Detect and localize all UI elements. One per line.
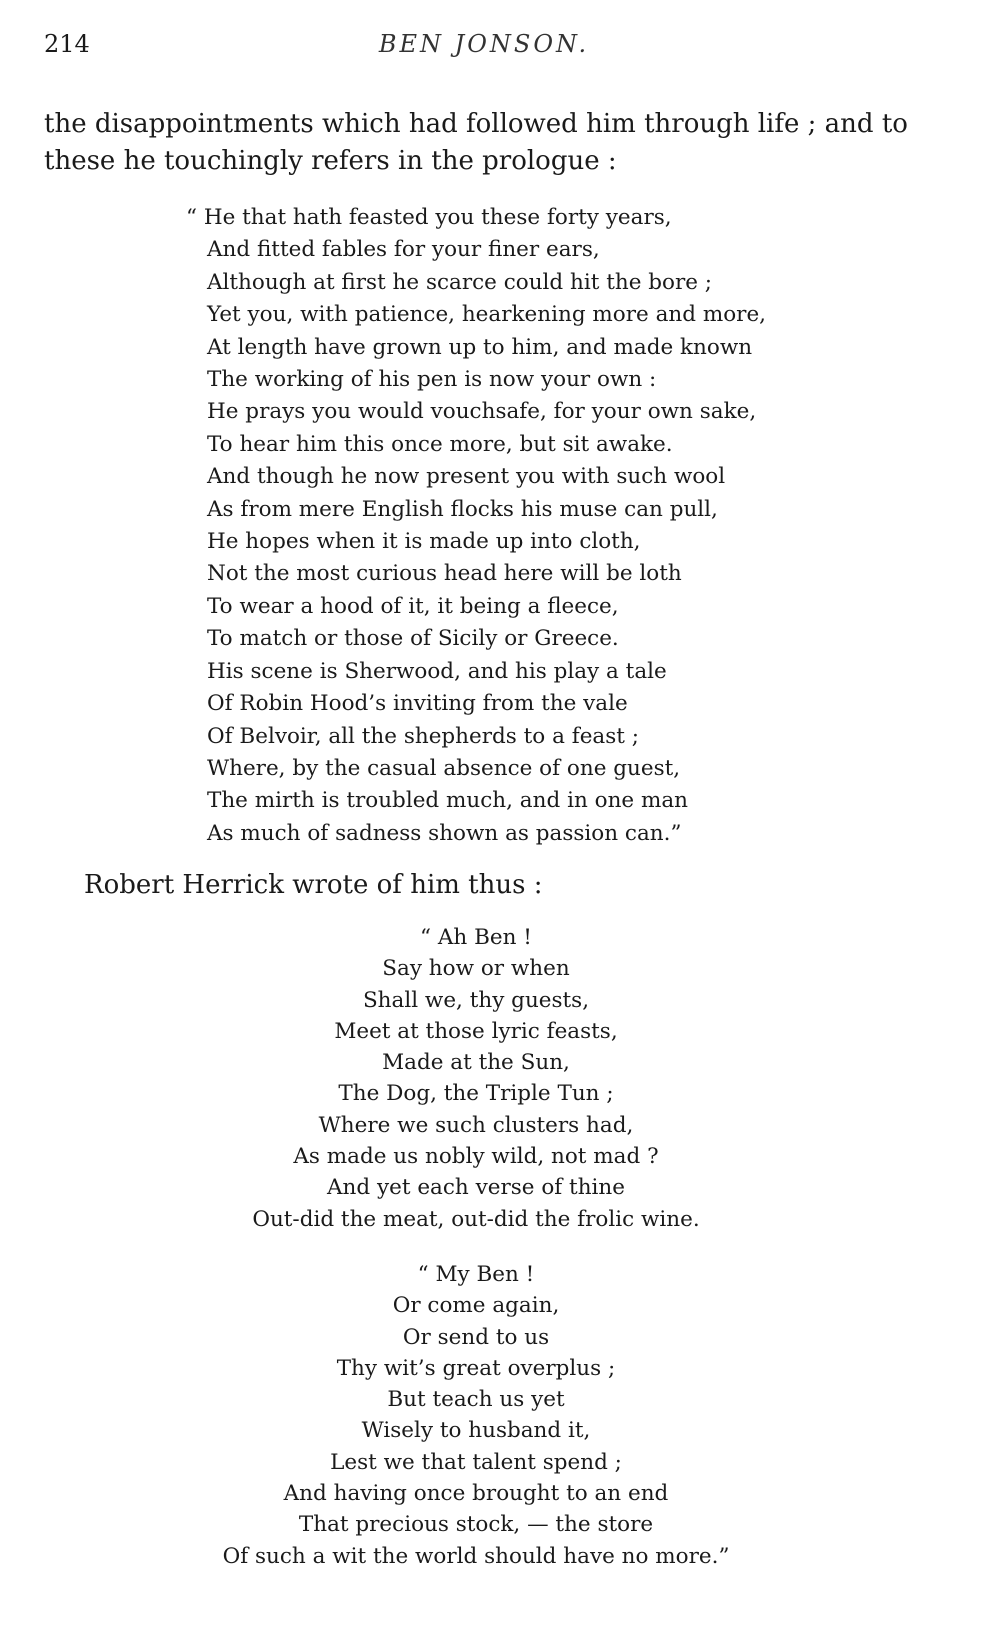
- poem-line: His scene is Sherwood, and his play a tale: [207, 658, 667, 684]
- poem-line: Not the most curious head here will be loth: [207, 561, 682, 587]
- poem-line: And though he now present you with such wool: [207, 464, 726, 490]
- poem-line: Where we such clusters had,: [318, 1112, 634, 1138]
- poem-line: Made at the Sun,: [382, 1050, 570, 1076]
- poem-line: He hopes when it is made up into cloth,: [207, 529, 641, 555]
- intro-paragraph: the disappointments which had followed him through life ; and to these he touchingly refers in the prologue :: [44, 109, 908, 176]
- poem-line: But teach us yet: [387, 1387, 565, 1413]
- poem-line: Or send to us: [402, 1324, 550, 1350]
- poem-line: Of such a wit the world should have no more.”: [222, 1543, 730, 1569]
- poem-line: “ Ah Ben !: [420, 925, 532, 950]
- poem-line: That precious stock, — the store: [298, 1512, 654, 1538]
- poem-line: And yet each verse of thine: [327, 1175, 625, 1201]
- poem-line: And having once brought to an end: [283, 1481, 669, 1507]
- poem-line: Thy wit’s great overplus ;: [336, 1355, 616, 1381]
- poem-line: The Dog, the Triple Tun ;: [338, 1081, 614, 1107]
- poem-line: Meet at those lyric feasts,: [334, 1018, 618, 1044]
- poem-line: To wear a hood of it, it being a fleece,: [207, 593, 619, 619]
- page-header: [44, 30, 924, 70]
- poem-line: Wisely to husband it,: [361, 1418, 591, 1444]
- poem-line: Out-did the meat, out-did the frolic wine.: [252, 1206, 700, 1232]
- poem-line: The working of his pen is now your own :: [207, 367, 657, 393]
- herrick-stanza-1: [196, 922, 756, 1235]
- poem-line: Or come again,: [392, 1293, 560, 1319]
- herrick-intro: Robert Herrick wrote of him thus :: [84, 870, 543, 900]
- poem-line: Of Robin Hood’s inviting from the vale: [207, 691, 628, 717]
- poem-line: He prays you would vouchsafe, for your own sake,: [207, 399, 757, 425]
- poem-line: And fitted fables for your finer ears,: [207, 237, 600, 263]
- running-title: BEN JONSON.: [378, 30, 590, 58]
- poem-line: To match or those of Sicily or Greece.: [207, 626, 619, 652]
- poem-line: Shall we, thy guests,: [362, 987, 590, 1013]
- poem-line: “ My Ben !: [417, 1262, 535, 1287]
- poem-line: As from mere English flocks his muse can pull,: [207, 496, 718, 522]
- poem-line: As made us nobly wild, not mad ?: [293, 1144, 659, 1170]
- poem-line: Say how or when: [382, 956, 570, 982]
- poem-line: To hear him this once more, but sit awake.: [207, 431, 673, 457]
- poem-line: “ He that hath feasted you these forty years,: [186, 205, 672, 230]
- poem-line: As much of sadness shown as passion can.”: [207, 820, 682, 846]
- prologue-poem: [186, 202, 846, 850]
- herrick-stanza-2: [196, 1259, 756, 1572]
- poem-line: Yet you, with patience, hearkening more and more,: [207, 302, 767, 328]
- poem-line: At length have grown up to him, and made known: [207, 334, 753, 360]
- poem-line: Of Belvoir, all the shepherds to a feast ;: [207, 723, 639, 749]
- page-number: 214: [44, 30, 90, 58]
- poem-line: Where, by the casual absence of one guest,: [207, 755, 681, 781]
- poem-line: Lest we that talent spend ;: [330, 1449, 622, 1475]
- poem-line: The mirth is troubled much, and in one man: [207, 788, 689, 814]
- poem-line: Although at first he scarce could hit the bore ;: [207, 269, 713, 295]
